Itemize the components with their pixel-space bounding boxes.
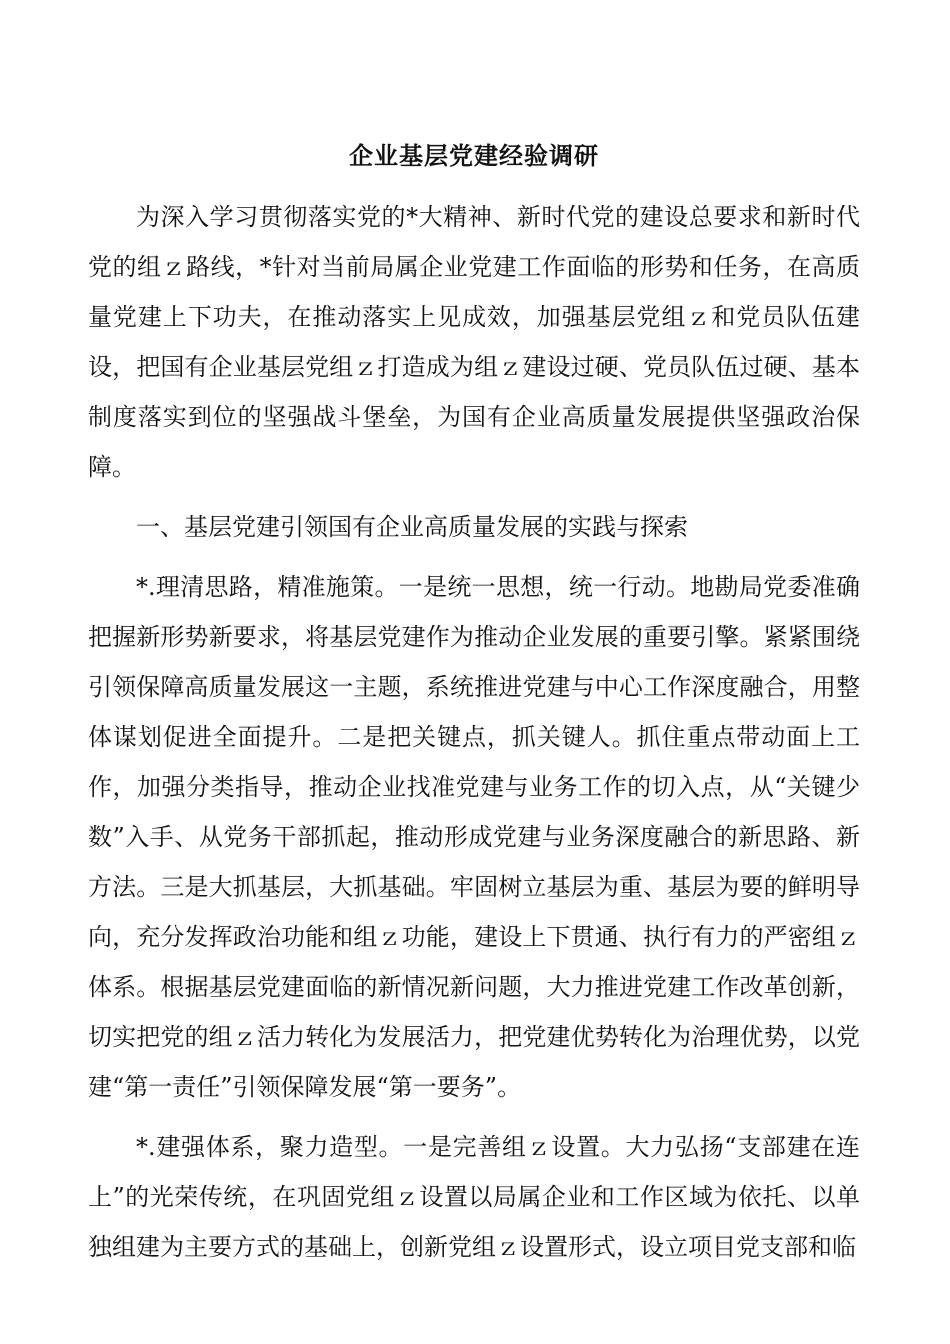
body-paragraph: *.理清思路，精准施策。一是统一思想，统一行动。地勘局党委准确把握新形势新要求，将基层党建作为推动企业发展的重要引擎。紧紧围绕引领保障高质量发展这一主题，系统推进党建与中心工作深度融合，用整体谋划促进全面提升。二是把关键点，抓关键人。抓住重点带动面上工作，加强分类指导，推动企业找准党建与业务工作的切入点，从“关键少数”入手、从党务干部抓起，推动形成党建与业务深度融合的新思路、新方法。三是大抓基层，大抓基础。牢固树立基层为重、基层为要的鲜明导向，充分发挥政治功能和组ｚ功能，建设上下贯通、执行有力的严密组ｚ体系。根据基层党建面临的新情况新问题，大力推进党建工作改革创新，切实把党的组ｚ活力转化为发展活力，把党建优势转化为治理优势，以党建“第一责任”引领保障发展“第一要务”。 [88, 573, 860, 1101]
body-paragraph: *.建强体系，聚力造型。一是完善组ｚ设置。大力弘扬“支部建在连上”的光荣传统，在巩固党组ｚ设置以局属企业和工作区域为依托、以单独组建为主要方式的基础上，创新党组ｚ设置形式，设立项目党支部和临 [88, 1133, 860, 1261]
section-heading: 一、基层党建引领国有企业高质量发展的实践与探索 [136, 513, 688, 541]
document-title: 企业基层党建经验调研 [349, 141, 599, 170]
document-body [88, 136, 860, 1282]
intro-paragraph: 为深入学习贯彻落实党的*大精神、新时代党的建设总要求和新时代党的组ｚ路线，*针对当前局属企业党建工作面临的形势和任务，在高质量党建上下功夫，在推动落实上见成效，加强基层党组ｚ和党员队伍建设，把国有企业基层党组ｚ打造成为组ｚ建设过硬、党员队伍过硬、基本制度落实到位的坚强战斗堡垒，为国有企业高质量发展提供坚强政治保障。 [88, 203, 860, 481]
